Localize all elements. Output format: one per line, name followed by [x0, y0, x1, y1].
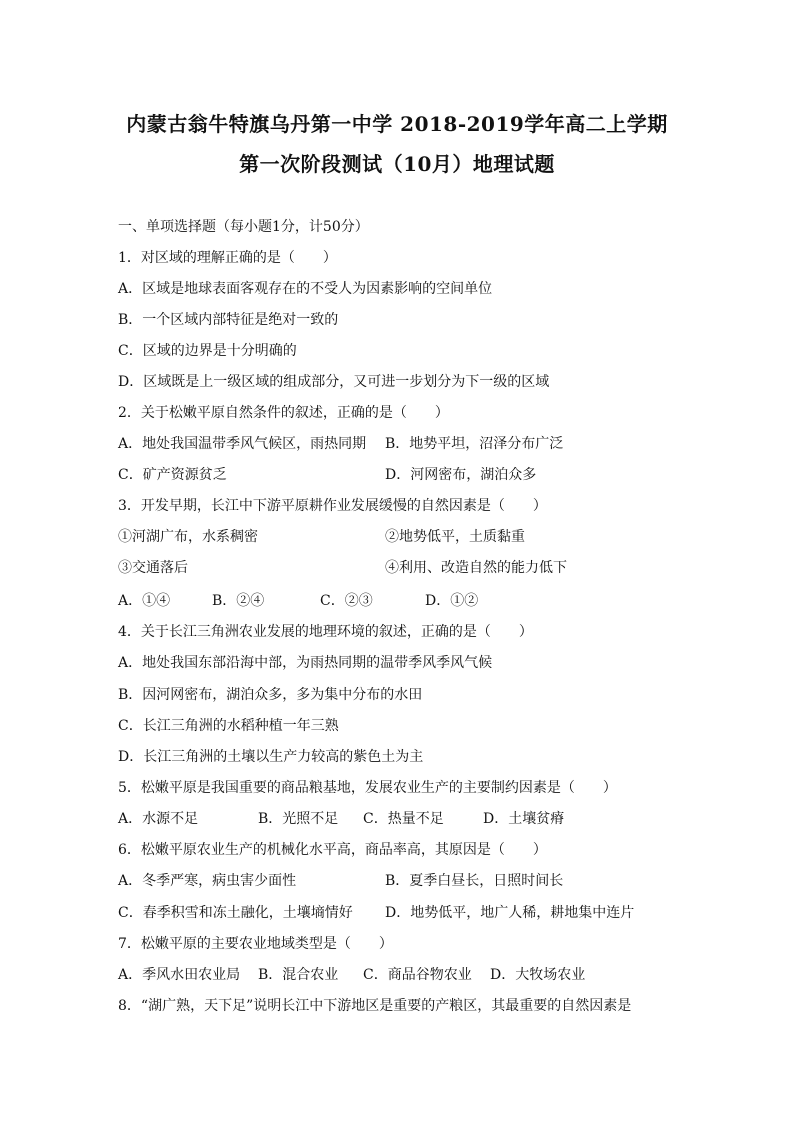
question-7-option-c: C．商品谷物农业 — [363, 967, 472, 983]
question-5-stem: 5．松嫩平原是我国重要的商品粮基地，发展农业生产的主要制约因素是（ ） — [118, 780, 617, 796]
question-2-option-b: B．地势平坦，沼泽分布广泛 — [385, 436, 564, 452]
question-5-option-c: C．热量不足 — [363, 811, 444, 827]
question-3-option-c: C．②③ — [320, 593, 373, 609]
question-3-statement-2: ②地势低平，土质黏重 — [385, 529, 525, 545]
question-5-option-a: A．水源不足 — [118, 811, 199, 827]
question-1-option-a: A．区域是地球表面客观存在的不受人为因素影响的空间单位 — [118, 281, 493, 297]
question-3-statement-4: ④利用、改造自然的能力低下 — [385, 560, 567, 576]
question-3-option-b: B．②④ — [212, 593, 265, 609]
question-2-option-c: C．矿产资源贫乏 — [118, 467, 227, 483]
question-3-statement-3: ③交通落后 — [118, 560, 188, 576]
question-1-stem: 1．对区域的理解正确的是（ ） — [118, 250, 337, 266]
question-2-option-d: D．河网密布，湖泊众多 — [385, 467, 537, 483]
question-6-option-a: A．冬季严寒，病虫害少面性 — [118, 873, 297, 889]
question-1-option-d: D．区域既是上一级区域的组成部分，又可进一步划分为下一级的区域 — [118, 374, 550, 390]
question-3-statement-1: ①河湖广布，水系稠密 — [118, 529, 258, 545]
question-3-option-d: D．①② — [425, 593, 479, 609]
question-8-stem: 8．“湖广熟，天下足”说明长江中下游地区是重要的产粮区，其最重要的自然因素是 — [118, 998, 632, 1014]
question-6-option-b: B．夏季白昼长，日照时间长 — [385, 873, 564, 889]
question-1-option-c: C．区域的边界是十分明确的 — [118, 343, 297, 359]
question-2-option-a: A．地处我国温带季风气候区，雨热同期 — [118, 436, 367, 452]
question-6-option-d: D．地势低平，地广人稀，耕地集中连片 — [385, 905, 635, 921]
question-1-option-b: B．一个区域内部特征是绝对一致的 — [118, 312, 339, 328]
question-7-option-b: B．混合农业 — [258, 967, 339, 983]
exam-title-line2: 第一次阶段测试（10月）地理试题 — [239, 152, 555, 176]
question-7-option-a: A．季风水田农业局 — [118, 967, 241, 983]
question-4-option-b: B．因河网密布，湖泊众多，多为集中分布的水田 — [118, 687, 423, 703]
question-4-stem: 4．关于长江三角洲农业发展的地理环境的叙述，正确的是（ ） — [118, 624, 533, 640]
question-2-stem: 2．关于松嫩平原自然条件的叙述，正确的是（ ） — [118, 405, 449, 421]
question-4-option-a: A．地处我国东部沿海中部，为雨热同期的温带季风季风气候 — [118, 655, 493, 671]
question-4-option-c: C．长江三角洲的水稻种植一年三熟 — [118, 718, 339, 734]
question-6-option-c: C．春季积雪和冻土融化，土壤墒情好 — [118, 905, 353, 921]
question-5-option-b: B．光照不足 — [258, 811, 339, 827]
exam-title-line1: 内蒙古翁牛特旗乌丹第一中学 2018-2019学年高二上学期 — [126, 112, 668, 136]
question-5-option-d: D．土壤贫瘠 — [483, 811, 565, 827]
question-6-stem: 6．松嫩平原农业生产的机械化水平高，商品率高，其原因是（ ） — [118, 842, 547, 858]
question-4-option-d: D．长江三角洲的土壤以生产力较高的紫色土为主 — [118, 749, 424, 765]
question-7-stem: 7．松嫩平原的主要农业地域类型是（ ） — [118, 936, 393, 952]
question-3-stem: 3．开发早期，长江中下游平原耕作业发展缓慢的自然因素是（ ） — [118, 498, 547, 514]
question-7-option-d: D．大牧场农业 — [490, 967, 586, 983]
section-heading: 一、单项选择题（每小题1分，计50分） — [118, 219, 369, 235]
question-3-option-a: A．①④ — [118, 593, 171, 609]
